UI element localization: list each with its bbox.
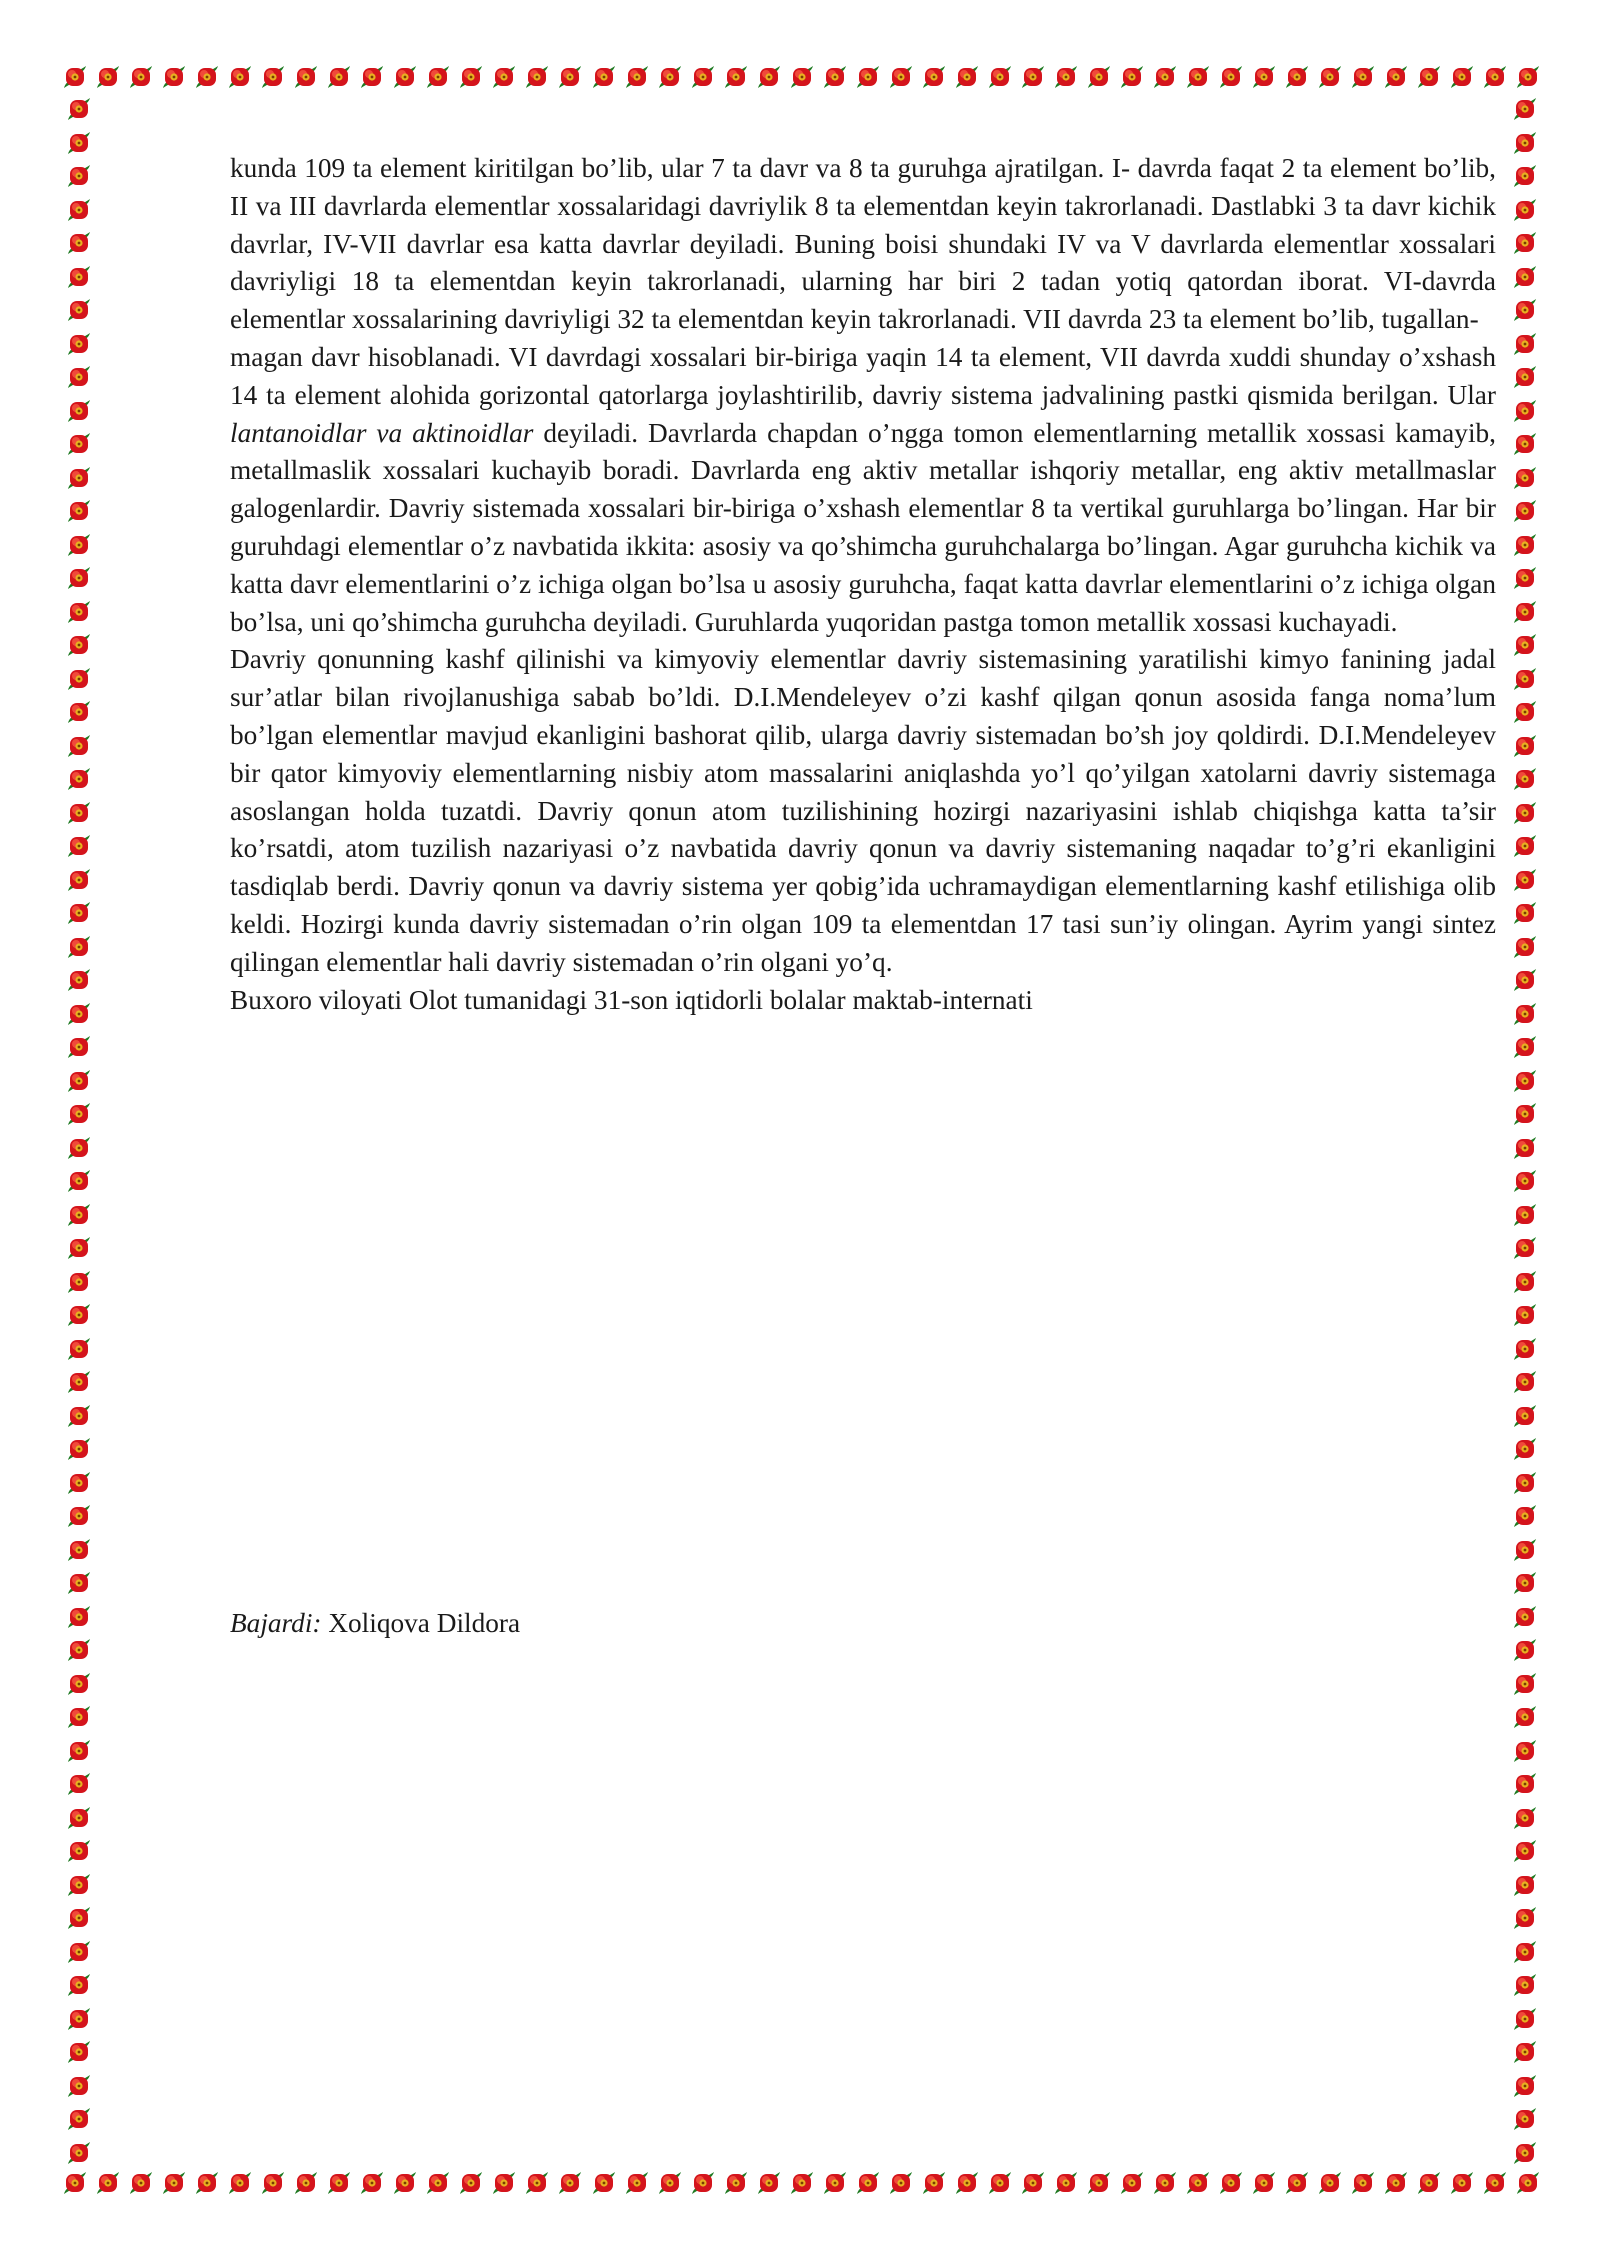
red-flower-icon <box>1512 1034 1538 1060</box>
red-flower-icon <box>1383 64 1409 90</box>
red-flower-icon <box>1512 130 1538 156</box>
red-flower-icon <box>1512 2140 1538 2166</box>
red-flower-icon <box>921 2170 947 2196</box>
red-flower-icon <box>66 498 92 524</box>
red-flower-icon <box>1512 1704 1538 1730</box>
red-flower-icon <box>524 64 550 90</box>
red-flower-icon <box>1512 1503 1538 1529</box>
red-flower-icon <box>921 64 947 90</box>
red-flower-icon <box>66 2006 92 2032</box>
paragraph-2: Davriy qonunning kashf qilinishi va kimyoviy elementlar davriy sistemasining yaratilishi kimyo fanining jadal sur’atlar bilan rivojlanushiga sabab bo’ldi. D.I.Mendeleyev o’zi kashf qilgan qonun asosida fanga noma’lum bo’lgan elementlar mavjud ekanligini bashorat qilib, ularga davriy sistemadan bo’sh joy qoldirdi. D.I.Mendeleyev bir qator kimyoviy elementlarning nisbiy atom massalarini aniqlashda yo’l qo’yilgan xatolarni davriy sistemaga asoslangan holda tuzatdi. Davriy qonun atom tuzilishining hozirgi nazariyasini ishlab chiqishga katta ta’sir ko’rsatdi, atom tuzilish nazariyasi o’z navbatida davriy qonun va davriy sistemaning naqadar to’g’ri ekanligini tasdiqlab berdi. Davriy qonun va davriy sistema yer qobig’ida uchramaydigan elementlarning kashf etilishiga olib keldi. Hozirgi kunda davriy sistemadan o’rin olgan 109 ta elementdan 17 tasi sun’iy olingan. Ayrim yangi sintez qilingan elementlar hali davriy sistemadan o’rin olgani yo’q. <box>230 644 1496 977</box>
red-flower-icon <box>1512 800 1538 826</box>
red-flower-icon <box>1512 599 1538 625</box>
red-flower-icon <box>66 1269 92 1295</box>
red-flower-icon <box>1449 64 1475 90</box>
red-flower-icon <box>425 64 451 90</box>
red-flower-icon <box>1512 1403 1538 1429</box>
red-flower-icon <box>591 2170 617 2196</box>
red-flower-icon <box>66 1403 92 1429</box>
red-flower-icon <box>1512 900 1538 926</box>
red-flower-icon <box>66 1604 92 1630</box>
red-flower-icon <box>66 297 92 323</box>
red-flower-icon <box>66 800 92 826</box>
signature-role: Bajardi: <box>230 1608 322 1638</box>
red-flower-icon <box>1512 1905 1538 1931</box>
red-flower-icon <box>1086 64 1112 90</box>
red-flower-icon <box>66 599 92 625</box>
red-flower-icon <box>66 833 92 859</box>
red-flower-icon <box>66 264 92 290</box>
flower-border-bottom <box>62 2166 1542 2200</box>
paragraph-1-part-a: kunda 109 ta element kiritilgan bo’lib, ular 7 ta davr va 8 ta guruhga ajratilgan. I- davrda faqat 2 ta element bo’lib, II va III davrlarda elementlar xossalaridagi davriylik 8 ta elementdan keyin takrorlanadi. Dastlabki 3 ta davr kichik davrlar, IV-VII davrlar esa katta davrlar deyiladi. Buning boisi shundaki IV va V davrlarda elementlar xossalari davriyligi 18 ta elementdan keyin takrorlanadi, ularning har biri 2 tadan yotiq qatordan iborat. VI-davrda elementlar xossalarining davriyligi 32 ta elementdan keyin takrorlanadi. VII davrda 23 ta element bo’lib, tugallan- <box>230 153 1496 335</box>
red-flower-icon <box>1152 64 1178 90</box>
red-flower-icon <box>524 2170 550 2196</box>
red-flower-icon <box>1512 2039 1538 2065</box>
red-flower-icon <box>1152 2170 1178 2196</box>
red-flower-icon <box>1512 833 1538 859</box>
red-flower-icon <box>1512 1671 1538 1697</box>
red-flower-icon <box>756 64 782 90</box>
red-flower-icon <box>194 2170 220 2196</box>
red-flower-icon <box>1512 197 1538 223</box>
red-flower-icon <box>1512 565 1538 591</box>
red-flower-icon <box>987 2170 1013 2196</box>
red-flower-icon <box>66 733 92 759</box>
red-flower-icon <box>723 2170 749 2196</box>
red-flower-icon <box>1512 666 1538 692</box>
red-flower-icon <box>1515 2170 1541 2196</box>
red-flower-icon <box>66 1738 92 1764</box>
red-flower-icon <box>1119 2170 1145 2196</box>
red-flower-icon <box>392 64 418 90</box>
red-flower-icon <box>624 2170 650 2196</box>
red-flower-icon <box>855 2170 881 2196</box>
red-flower-icon <box>359 64 385 90</box>
red-flower-icon <box>690 64 716 90</box>
red-flower-icon <box>624 64 650 90</box>
red-flower-icon <box>557 2170 583 2196</box>
red-flower-icon <box>359 2170 385 2196</box>
flower-border-left <box>62 96 96 2166</box>
red-flower-icon <box>66 96 92 122</box>
red-flower-icon <box>1512 532 1538 558</box>
red-flower-icon <box>66 1369 92 1395</box>
red-flower-icon <box>1218 2170 1244 2196</box>
red-flower-icon <box>66 1068 92 1094</box>
red-flower-icon <box>66 1805 92 1831</box>
red-flower-icon <box>66 1135 92 1161</box>
red-flower-icon <box>822 64 848 90</box>
red-flower-icon <box>66 197 92 223</box>
red-flower-icon <box>1515 64 1541 90</box>
red-flower-icon <box>1512 1771 1538 1797</box>
red-flower-icon <box>66 230 92 256</box>
red-flower-icon <box>95 64 121 90</box>
paragraph-1-part-b-start: magan davr hisoblanadi. VI davrdagi xossalari bir-biriga yaqin 14 ta element, VII davrda xuddi shunday o’xshash 14 ta element alohida gorizontal qatorlarga joylashtirilib, davriy sistema jadvalining pastki qismida berilgan. Ular <box>230 341 1496 410</box>
red-flower-icon <box>66 2073 92 2099</box>
red-flower-icon <box>756 2170 782 2196</box>
red-flower-icon <box>1449 2170 1475 2196</box>
red-flower-icon <box>1284 2170 1310 2196</box>
red-flower-icon <box>1482 64 1508 90</box>
red-flower-icon <box>1512 1872 1538 1898</box>
red-flower-icon <box>66 699 92 725</box>
red-flower-icon <box>591 64 617 90</box>
red-flower-icon <box>66 1235 92 1261</box>
red-flower-icon <box>66 1637 92 1663</box>
red-flower-icon <box>66 1470 92 1496</box>
flower-border-right <box>1508 96 1542 2166</box>
red-flower-icon <box>1512 1805 1538 1831</box>
red-flower-icon <box>1218 64 1244 90</box>
red-flower-icon <box>1512 867 1538 893</box>
red-flower-icon <box>1512 1101 1538 1127</box>
red-flower-icon <box>954 64 980 90</box>
red-flower-icon <box>1512 967 1538 993</box>
red-flower-icon <box>1512 230 1538 256</box>
red-flower-icon <box>1512 1001 1538 1027</box>
red-flower-icon <box>1512 331 1538 357</box>
red-flower-icon <box>1350 2170 1376 2196</box>
page-body <box>230 150 1496 1019</box>
red-flower-icon <box>1512 1068 1538 1094</box>
red-flower-icon <box>392 2170 418 2196</box>
red-flower-icon <box>1512 1738 1538 1764</box>
red-flower-icon <box>1317 2170 1343 2196</box>
red-flower-icon <box>66 934 92 960</box>
red-flower-icon <box>1350 64 1376 90</box>
red-flower-icon <box>723 64 749 90</box>
red-flower-icon <box>95 2170 121 2196</box>
red-flower-icon <box>128 2170 154 2196</box>
red-flower-icon <box>326 64 352 90</box>
red-flower-icon <box>1512 364 1538 390</box>
red-flower-icon <box>66 1671 92 1697</box>
red-flower-icon <box>1512 264 1538 290</box>
paragraph-1-italic-term: lantanoidlar va aktinoidlar <box>230 417 534 448</box>
red-flower-icon <box>62 64 88 90</box>
red-flower-icon <box>66 1101 92 1127</box>
red-flower-icon <box>1512 2006 1538 2032</box>
red-flower-icon <box>66 1034 92 1060</box>
red-flower-icon <box>161 64 187 90</box>
red-flower-icon <box>66 900 92 926</box>
red-flower-icon <box>66 1872 92 1898</box>
red-flower-icon <box>66 565 92 591</box>
paragraph-1 <box>230 150 1496 641</box>
red-flower-icon <box>1284 64 1310 90</box>
red-flower-icon <box>66 532 92 558</box>
red-flower-icon <box>1512 1369 1538 1395</box>
red-flower-icon <box>66 1771 92 1797</box>
red-flower-icon <box>1512 2106 1538 2132</box>
red-flower-icon <box>1053 2170 1079 2196</box>
red-flower-icon <box>1251 64 1277 90</box>
red-flower-icon <box>260 2170 286 2196</box>
red-flower-icon <box>66 967 92 993</box>
red-flower-icon <box>1512 1336 1538 1362</box>
red-flower-icon <box>1317 64 1343 90</box>
red-flower-icon <box>1119 64 1145 90</box>
red-flower-icon <box>855 64 881 90</box>
red-flower-icon <box>458 2170 484 2196</box>
red-flower-icon <box>194 64 220 90</box>
red-flower-icon <box>1512 1604 1538 1630</box>
red-flower-icon <box>293 2170 319 2196</box>
red-flower-icon <box>293 64 319 90</box>
red-flower-icon <box>260 64 286 90</box>
red-flower-icon <box>66 2140 92 2166</box>
red-flower-icon <box>66 1704 92 1730</box>
red-flower-icon <box>1512 1436 1538 1462</box>
red-flower-icon <box>161 2170 187 2196</box>
red-flower-icon <box>66 1503 92 1529</box>
red-flower-icon <box>66 766 92 792</box>
red-flower-icon <box>954 2170 980 2196</box>
red-flower-icon <box>66 364 92 390</box>
red-flower-icon <box>1416 64 1442 90</box>
red-flower-icon <box>1512 2073 1538 2099</box>
flower-border-top <box>62 60 1542 94</box>
red-flower-icon <box>66 1001 92 1027</box>
red-flower-icon <box>1512 1470 1538 1496</box>
red-flower-icon <box>66 1302 92 1328</box>
red-flower-icon <box>66 1202 92 1228</box>
red-flower-icon <box>557 64 583 90</box>
paragraph-1-part-b-end: deyiladi. Davrlarda chapdan o’ngga tomon elementlarning metallik xossasi kamayib, metallmaslik xossalari kuchayib boradi. Davrlarda eng aktiv metallar ishqoriy metallar, eng aktiv metallmaslar galogenlardir. Davriy sistemada xossalari bir-biriga o’xshash elementlar 8 ta vertikal guruhlarga bo’lingan. Har bir guruhdagi elementlar o’z navbatida ikkita: asosiy va qo’shimcha guruhchalarga bo’lingan. Agar guruhcha kichik va katta davr elementlarini o’z ichiga olgan bo’lsa u asosiy guruhcha, faqat katta davrlar elementlarini o’z ichiga olgan bo’lsa, uni qo’shimcha guruhcha deyiladi. Guruhlarda yuqoridan pastga tomon metallik xossasi kuchayadi. <box>230 417 1496 637</box>
school-line: Buxoro viloyati Olot tumanidagi 31-son iqtidorli bolalar maktab-internati <box>230 984 1033 1015</box>
red-flower-icon <box>491 64 517 90</box>
red-flower-icon <box>425 2170 451 2196</box>
red-flower-icon <box>66 398 92 424</box>
red-flower-icon <box>66 666 92 692</box>
red-flower-icon <box>66 1905 92 1931</box>
red-flower-icon <box>66 431 92 457</box>
red-flower-icon <box>657 2170 683 2196</box>
red-flower-icon <box>1053 64 1079 90</box>
red-flower-icon <box>1512 465 1538 491</box>
red-flower-icon <box>62 2170 88 2196</box>
red-flower-icon <box>66 1436 92 1462</box>
red-flower-icon <box>128 64 154 90</box>
red-flower-icon <box>789 64 815 90</box>
red-flower-icon <box>1512 632 1538 658</box>
red-flower-icon <box>227 64 253 90</box>
red-flower-icon <box>66 1570 92 1596</box>
red-flower-icon <box>987 64 1013 90</box>
red-flower-icon <box>1512 1537 1538 1563</box>
red-flower-icon <box>1512 1302 1538 1328</box>
red-flower-icon <box>1512 498 1538 524</box>
red-flower-icon <box>1185 2170 1211 2196</box>
red-flower-icon <box>690 2170 716 2196</box>
red-flower-icon <box>66 331 92 357</box>
red-flower-icon <box>1512 1135 1538 1161</box>
red-flower-icon <box>1416 2170 1442 2196</box>
red-flower-icon <box>1512 1202 1538 1228</box>
red-flower-icon <box>1512 96 1538 122</box>
red-flower-icon <box>491 2170 517 2196</box>
red-flower-icon <box>458 64 484 90</box>
red-flower-icon <box>1512 297 1538 323</box>
signature <box>230 1605 520 1643</box>
red-flower-icon <box>1512 1570 1538 1596</box>
red-flower-icon <box>66 1838 92 1864</box>
red-flower-icon <box>1512 733 1538 759</box>
red-flower-icon <box>66 867 92 893</box>
red-flower-icon <box>66 1537 92 1563</box>
red-flower-icon <box>66 1972 92 1998</box>
red-flower-icon <box>1185 64 1211 90</box>
red-flower-icon <box>657 64 683 90</box>
red-flower-icon <box>1512 398 1538 424</box>
red-flower-icon <box>66 1168 92 1194</box>
red-flower-icon <box>326 2170 352 2196</box>
red-flower-icon <box>1383 2170 1409 2196</box>
red-flower-icon <box>66 2039 92 2065</box>
red-flower-icon <box>1512 934 1538 960</box>
red-flower-icon <box>789 2170 815 2196</box>
red-flower-icon <box>1512 1939 1538 1965</box>
red-flower-icon <box>1512 1838 1538 1864</box>
red-flower-icon <box>1512 1269 1538 1295</box>
red-flower-icon <box>1020 64 1046 90</box>
red-flower-icon <box>888 2170 914 2196</box>
red-flower-icon <box>66 632 92 658</box>
red-flower-icon <box>1512 1168 1538 1194</box>
red-flower-icon <box>66 163 92 189</box>
red-flower-icon <box>1512 766 1538 792</box>
red-flower-icon <box>66 1939 92 1965</box>
red-flower-icon <box>66 465 92 491</box>
red-flower-icon <box>1512 1972 1538 1998</box>
red-flower-icon <box>1512 431 1538 457</box>
signature-name: Xoliqova Dildora <box>321 1608 521 1638</box>
red-flower-icon <box>1512 163 1538 189</box>
red-flower-icon <box>66 2106 92 2132</box>
red-flower-icon <box>888 64 914 90</box>
red-flower-icon <box>1086 2170 1112 2196</box>
red-flower-icon <box>1482 2170 1508 2196</box>
red-flower-icon <box>1512 1637 1538 1663</box>
red-flower-icon <box>66 130 92 156</box>
red-flower-icon <box>822 2170 848 2196</box>
red-flower-icon <box>227 2170 253 2196</box>
red-flower-icon <box>1512 699 1538 725</box>
red-flower-icon <box>66 1336 92 1362</box>
red-flower-icon <box>1020 2170 1046 2196</box>
red-flower-icon <box>1251 2170 1277 2196</box>
red-flower-icon <box>1512 1235 1538 1261</box>
